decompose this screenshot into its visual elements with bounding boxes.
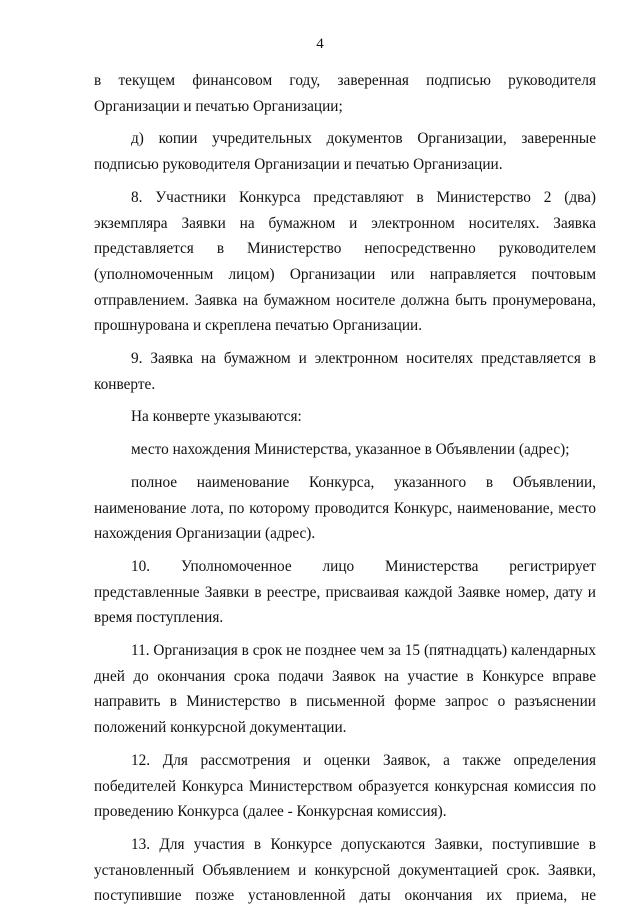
paragraph-13: 13. Для участия в Конкурсе допускаются Заявки, поступившие в установленный Объявлением и конкурсной документацией срок. Заявки, поступившие позже установленной даты окончания их приема, не	[94, 835, 596, 905]
paragraph-item-d: д) копии учредительных документов Организации, заверенные подписью руководителя Организации и печатью Организации.	[94, 130, 596, 174]
paragraph-10: 10. Уполномоченное лицо Министерства регистрирует представленные Заявки в реестре, присваивая каждой Заявке номер, дату и время поступления.	[94, 557, 596, 627]
document-body	[94, 68, 596, 916]
paragraph-income-statement-end: в текущем финансовом году, заверенная подписью руководителя Организации и печатью Организации;	[94, 72, 596, 115]
paragraph-12: 12. Для рассмотрения и оценки Заявок, а также определения победителей Конкурса Министерством образуется конкурсная комиссия по проведению Конкурса (далее - Конкурсная комиссия).	[94, 751, 596, 821]
paragraph-8: 8. Участники Конкурса представляют в Министерство 2 (два) экземпляра Заявки на бумажном и электронном носителях. Заявка представляется в Министерство непосредственно руководителем (уполномоченным лицом) Организации или направляется почтовым отправлением. Заявка на бумажном носителе должна быть пронумерована, прошнурована и скреплена печатью Организации.	[94, 188, 596, 335]
paragraph-contest-name: полное наименование Конкурса, указанного в Объявлении, наименование лота, по которому проводится Конкурс, наименование, место нахождения Организации (адрес).	[94, 473, 596, 543]
paragraph-9: 9. Заявка на бумажном и электронном носителях представляется в конверте.	[94, 350, 596, 393]
page-number: 4	[316, 36, 324, 52]
paragraph-ministry-location: место нахождения Министерства, указанное в Объявлении (адрес);	[131, 441, 570, 459]
paragraph-envelope-heading: На конверте указываются:	[131, 408, 302, 426]
paragraph-11: 11. Организация в срок не позднее чем за 15 (пятнадцать) календарных дней до окончания срока подачи Заявок на участие в Конкурсе вправе направить в Министерство в письменной форме запрос о разъяснении положений конкурсной документации.	[94, 642, 596, 737]
